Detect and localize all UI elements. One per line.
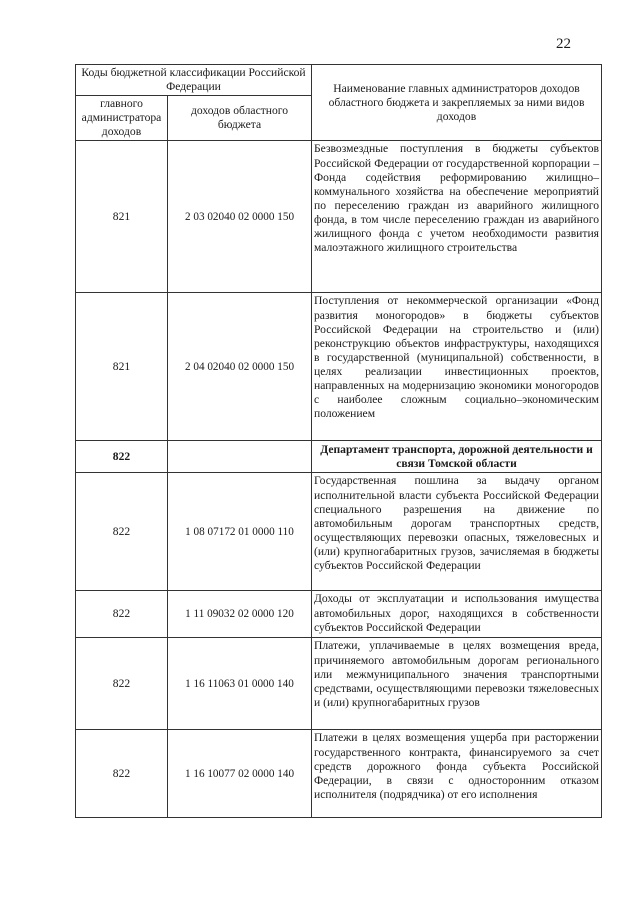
revenue-name-cell: Государственная пошлина за выдачу органом исполнительной власти субъекта Российской Федерации специального разрешения на движение по автомобильным дорогам транспортных средств, осуществляющих перевозки опасных, тяжеловесных и (или) крупногабаритных грузов, зачисляемая в бюджеты субъектов Российской Федерации [312, 473, 602, 591]
budget-classification-table [75, 64, 602, 818]
header-group-title: Коды бюджетной классификации Российской Федерации [76, 65, 312, 96]
revenue-name-cell: Доходы от эксплуатации и использования имущества автомобильных дорог, находящихся в собственности субъектов Российской Федерации [312, 591, 602, 638]
admin-code-cell: 822 [76, 591, 168, 638]
admin-code-cell: 822 [76, 473, 168, 591]
table-row [76, 473, 602, 591]
page-number: 22 [556, 36, 571, 52]
revenue-name-cell: Безвозмездные поступления в бюджеты субъектов Российской Федерации от государственной корпорации – Фонда содействия реформированию жилищно–коммунального хозяйства на обеспечение мероприятий по переселению граждан из аварийного жилищного фонда, в том числе переселению граждан из аварийного жилищного фонда с учетом необходимости развития малоэтажного жилищного строительства [312, 141, 602, 293]
header-col-name: Наименование главных администраторов доходов областного бюджета и закрепляемых за ними видов доходов [312, 65, 602, 141]
table-header-row [76, 65, 602, 96]
department-name-cell: Департамент транспорта, дорожной деятельности и связи Томской области [312, 441, 602, 473]
admin-code-cell: 822 [76, 638, 168, 730]
revenue-name-cell: Поступления от некоммерческой организации «Фонд развития моногородов» в бюджеты субъектов Российской Федерации на строительство и (или) реконструкцию объектов инфраструктуры, находящихся в государственной (муниципальной) собственности, в целях реализации инвестиционных проектов, направленных на модернизацию экономики моногородов с наиболее сложным социально–экономическим положением [312, 293, 602, 441]
revenue-name-cell: Платежи, уплачиваемые в целях возмещения вреда, причиняемого автомобильным дорогам регионального или межмуниципального значения транспортными средствами, осуществляющими перевозки тяжеловесных и (или) крупногабаритных грузов [312, 638, 602, 730]
table-row [76, 591, 602, 638]
header-col-code: доходов областного бюджета [168, 96, 312, 141]
admin-code-cell: 821 [76, 293, 168, 441]
budget-code-cell: 1 11 09032 02 0000 120 [168, 591, 312, 638]
header-col-admin: главного администратора доходов [76, 96, 168, 141]
budget-code-cell [168, 441, 312, 473]
budget-code-cell: 1 16 11063 01 0000 140 [168, 638, 312, 730]
budget-code-cell: 1 08 07172 01 0000 110 [168, 473, 312, 591]
table-row [76, 730, 602, 818]
revenue-name-cell: Платежи в целях возмещения ущерба при расторжении государственного контракта, финансируемого за счет средств дорожного фонда субъекта Российской Федерации, в связи с односторонним отказом исполнителя (подрядчика) от его исполнения [312, 730, 602, 818]
admin-code-cell: 822 [76, 730, 168, 818]
department-row [76, 441, 602, 473]
admin-code-cell: 821 [76, 141, 168, 293]
admin-code-cell: 822 [76, 441, 168, 473]
table-row [76, 141, 602, 293]
table-row [76, 293, 602, 441]
table-row [76, 638, 602, 730]
budget-code-cell: 2 03 02040 02 0000 150 [168, 141, 312, 293]
budget-code-cell: 2 04 02040 02 0000 150 [168, 293, 312, 441]
budget-code-cell: 1 16 10077 02 0000 140 [168, 730, 312, 818]
